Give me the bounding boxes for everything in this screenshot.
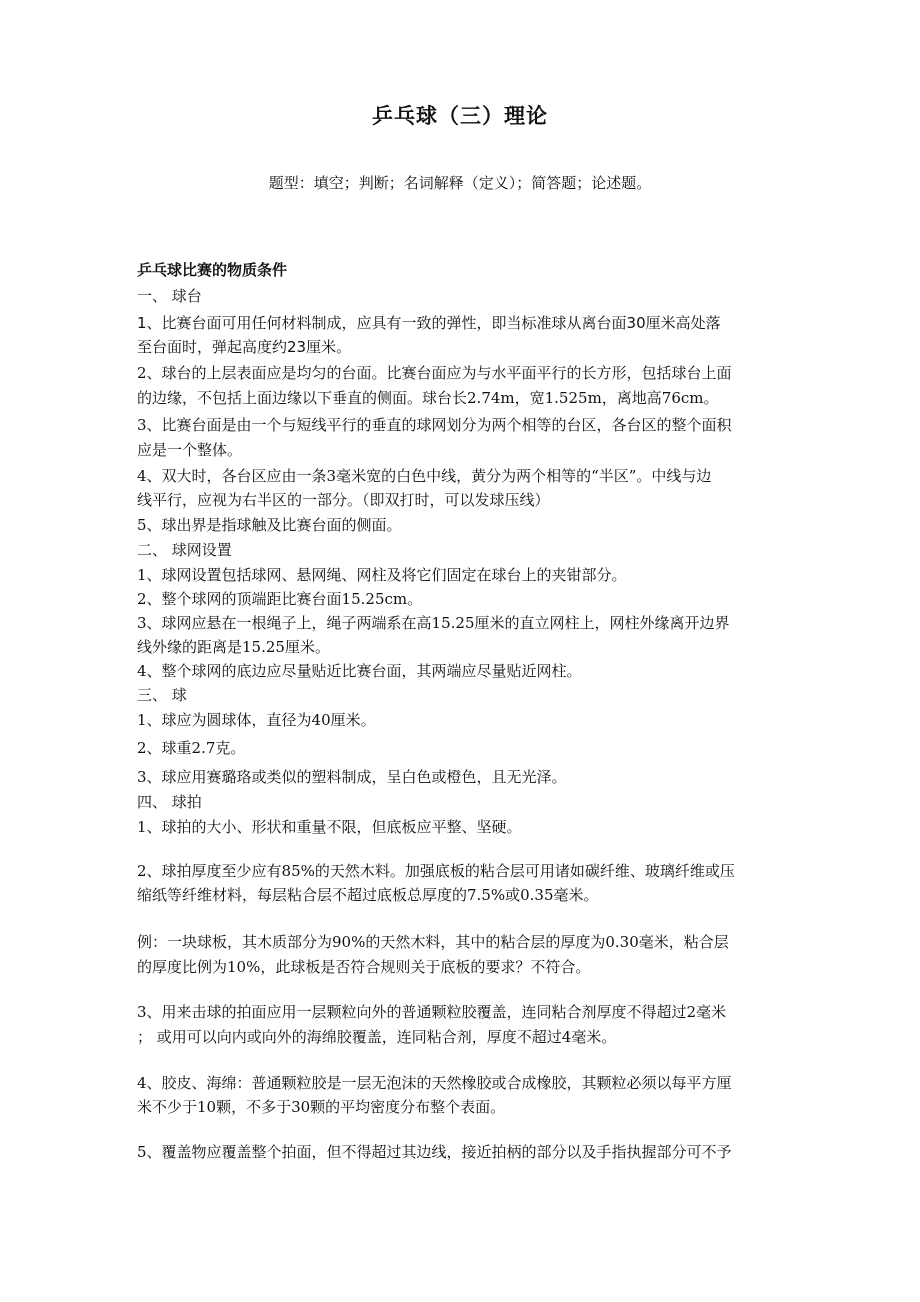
subsection-heading-net: 二、 球网设置 bbox=[137, 541, 232, 559]
text-line: 线平行，应视为右半区的一部分。（即双打时，可以发球压线） bbox=[137, 491, 550, 509]
text-line: 缩纸等纤维材料，每层粘合层不超过底板总厚度的7.5%或0.35毫米。 bbox=[137, 886, 599, 904]
text-line: 4、双大时，各台区应由一条3毫米宽的白色中线，黄分为两个相等的“半区”。中线与边 bbox=[137, 467, 712, 485]
text-line: 2、球拍厚度至少应有85%的天然木料。加强底板的粘合层可用诸如碳纤维、玻璃纤维或压 bbox=[137, 862, 735, 880]
text-line: ； 或用可以向内或向外的海绵胶覆盖，连同粘合剂，厚度不超过4毫米。 bbox=[137, 1028, 617, 1046]
text-line: 3、球网应悬在一根绳子上，绳子两端系在高15.25厘米的直立网柱上，网柱外缘离开边界 bbox=[137, 614, 730, 632]
text-line: 2、球台的上层表面应是均匀的台面。比赛台面应为与水平面平行的长方形，包括球台上面 bbox=[137, 364, 732, 382]
question-types: 题型：填空；判断；名词解释（定义）；简答题；论述题。 bbox=[268, 174, 652, 192]
text-line: 2、整个球网的顶端距比赛台面15.25cm。 bbox=[137, 590, 423, 608]
text-line: 1、球网设置包括球网、悬网绳、网柱及将它们固定在球台上的夹钳部分。 bbox=[137, 566, 627, 584]
text-line: 3、用来击球的拍面应用一层颗粒向外的普通颗粒胶覆盖，连同粘合剂厚度不得超过2毫米 bbox=[137, 1003, 727, 1021]
text-line: 1、比赛台面可用任何材料制成，应具有一致的弹性，即当标准球从离台面30厘米高处落 bbox=[137, 314, 721, 332]
subsection-heading-ball: 三、 球 bbox=[137, 686, 187, 704]
page-title: 乒乓球（三）理论 bbox=[372, 103, 548, 128]
text-line: 5、球出界是指球触及比赛台面的侧面。 bbox=[137, 516, 402, 534]
subsection-heading-racket: 四、 球拍 bbox=[137, 793, 202, 811]
text-line: 4、整个球网的底边应尽量贴近比赛台面，其两端应尽量贴近网柱。 bbox=[137, 662, 582, 680]
section-heading: 乒乓球比赛的物质条件 bbox=[137, 261, 288, 279]
text-line: 2、球重2.7克。 bbox=[137, 739, 246, 757]
text-line: 线外缘的距离是15.25厘米。 bbox=[137, 638, 330, 656]
example-line: 的厚度比例为10%，此球板是否符合规则关于底板的要求？不符合。 bbox=[137, 958, 591, 976]
text-line: 1、球拍的大小、形状和重量不限，但底板应平整、坚硬。 bbox=[137, 818, 522, 836]
text-line: 应是一个整体。 bbox=[137, 441, 243, 459]
text-line: 米不少于10颗，不多于30颗的平均密度分布整个表面。 bbox=[137, 1098, 506, 1116]
text-line: 至台面时，弹起高度约23厘米。 bbox=[137, 338, 352, 356]
text-line: 3、球应用赛璐珞或类似的塑料制成，呈白色或橙色，且无光泽。 bbox=[137, 768, 567, 786]
subsection-heading-table: 一、 球台 bbox=[137, 287, 202, 305]
text-line: 1、球应为圆球体，直径为40厘米。 bbox=[137, 711, 376, 729]
example-line: 例：一块球板，其木质部分为90%的天然木料，其中的粘合层的厚度为0.30毫米，粘合层 bbox=[137, 933, 729, 951]
text-line: 5、覆盖物应覆盖整个拍面，但不得超过其边线，接近拍柄的部分以及手指执握部分可不予 bbox=[137, 1143, 732, 1161]
text-line: 的边缘，不包括上面边缘以下垂直的侧面。球台长2.74m，宽1.525m，离地高76cm。 bbox=[137, 389, 719, 407]
text-line: 4、胶皮、海绵：普通颗粒胶是一层无泡沫的天然橡胶或合成橡胶，其颗粒必须以每平方厘 bbox=[137, 1074, 732, 1092]
text-line: 3、比赛台面是由一个与短线平行的垂直的球网划分为两个相等的台区，各台区的整个面积 bbox=[137, 416, 732, 434]
